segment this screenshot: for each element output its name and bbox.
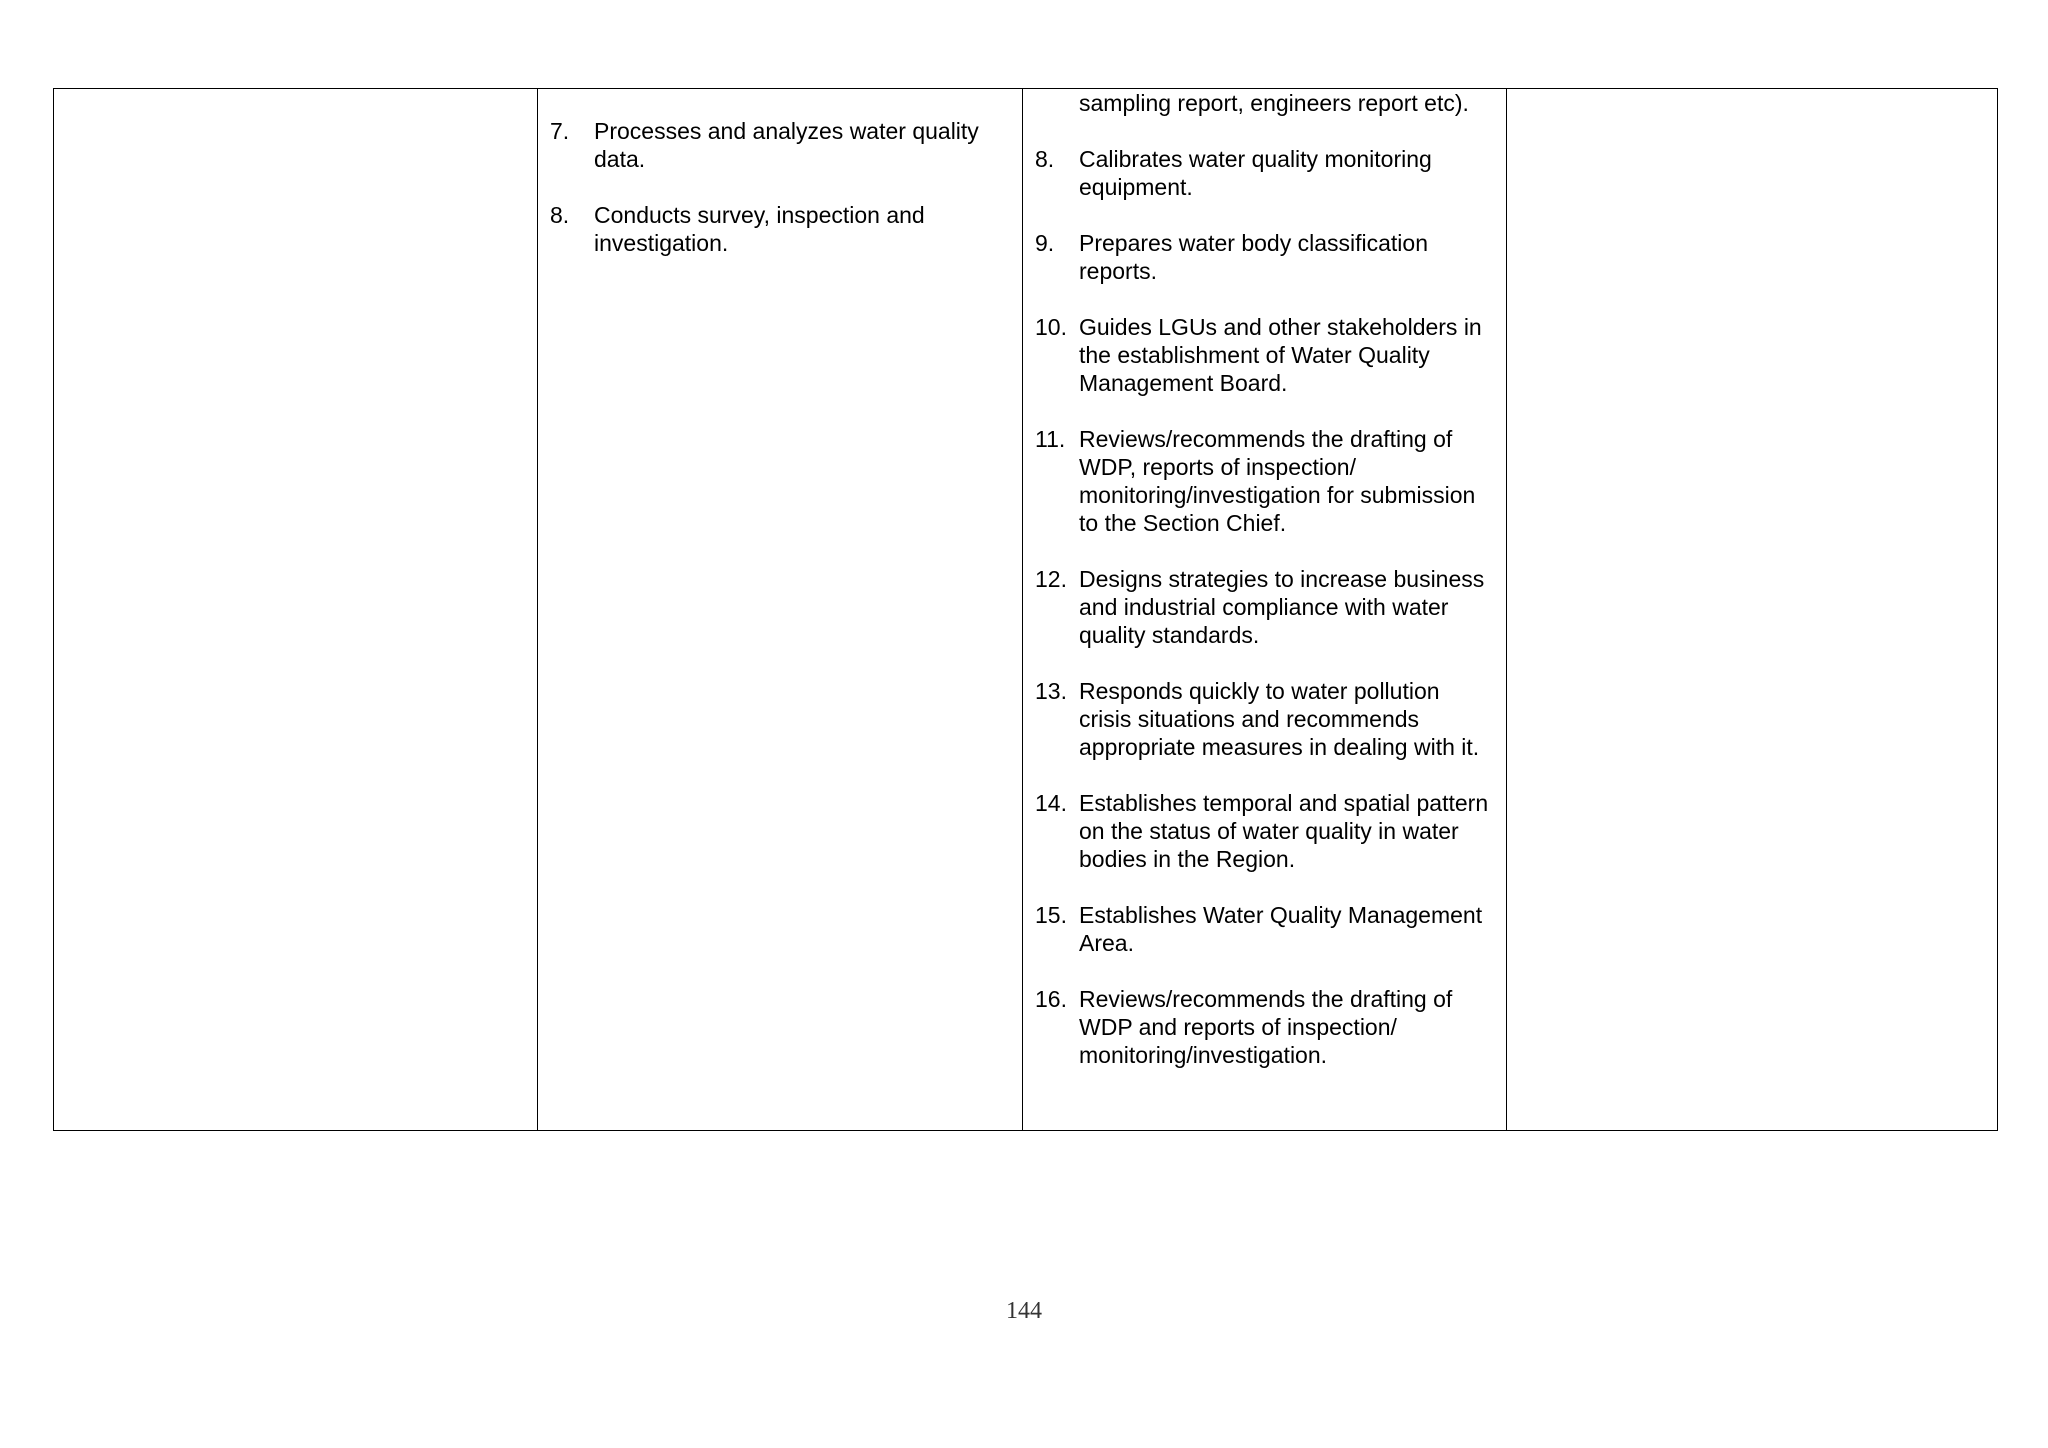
list-item-number: 14. <box>1035 790 1067 816</box>
list-item-number: 10. <box>1035 314 1067 340</box>
table-cell-col1 <box>54 89 537 1130</box>
list-item-number: 11. <box>1035 426 1066 452</box>
list-item <box>1035 565 1492 649</box>
list-item-text: Establishes temporal and spatial pattern on the status of water quality in water bodies in the Region. <box>1079 790 1489 872</box>
list-item <box>1035 901 1492 957</box>
list-item-text: Guides LGUs and other stakeholders in the establishment of Water Quality Management Board. <box>1079 314 1482 396</box>
document-table <box>53 88 1998 1131</box>
list-item-text: Designs strategies to increase business and industrial compliance with water quality standards. <box>1079 566 1485 648</box>
list-item-text: Reviews/recommends the drafting of WDP, reports of inspection/ monitoring/investigation for submission to the Section Chief. <box>1079 426 1476 536</box>
list-item-text: Conducts survey, inspection and investigation. <box>594 202 925 256</box>
list-item-number: 16. <box>1035 986 1067 1012</box>
list-item-text: Establishes Water Quality Management Area. <box>1079 902 1483 956</box>
list-item <box>1035 229 1492 285</box>
list-item-text: Prepares water body classification reports. <box>1079 230 1428 284</box>
list-item-number: 15. <box>1035 902 1067 928</box>
list-item <box>1035 789 1492 873</box>
list-item <box>1035 677 1492 761</box>
list-item <box>1035 985 1492 1069</box>
list-item-number: 8. <box>550 202 570 228</box>
list-item <box>1035 145 1492 201</box>
page-number: 144 <box>1006 1298 1042 1324</box>
list-item <box>1035 313 1492 397</box>
list-item-text: Reviews/recommends the drafting of WDP and reports of inspection/ monitoring/investigation. <box>1079 986 1453 1068</box>
list-item-number: 12. <box>1035 566 1067 592</box>
table-cell-col3 <box>1023 89 1506 1130</box>
table-cell-col4 <box>1507 89 1997 1130</box>
continuation-text: sampling report, engineers report etc). <box>1079 90 1469 116</box>
list-item <box>550 117 1004 173</box>
list-item-text: Responds quickly to water pollution crisis situations and recommends appropriate measures in dealing with it. <box>1079 678 1480 760</box>
list-item-text: Calibrates water quality monitoring equipment. <box>1079 146 1432 200</box>
list-item-number: 9. <box>1035 230 1055 256</box>
list-item-number: 13. <box>1035 678 1067 704</box>
list-item <box>1035 425 1492 537</box>
table-cell-col2 <box>538 89 1022 1130</box>
list-item <box>550 201 1004 257</box>
list-item-number: 7. <box>550 118 570 144</box>
list-item-number: 8. <box>1035 146 1055 172</box>
list-item-text: Processes and analyzes water quality data. <box>594 118 979 172</box>
